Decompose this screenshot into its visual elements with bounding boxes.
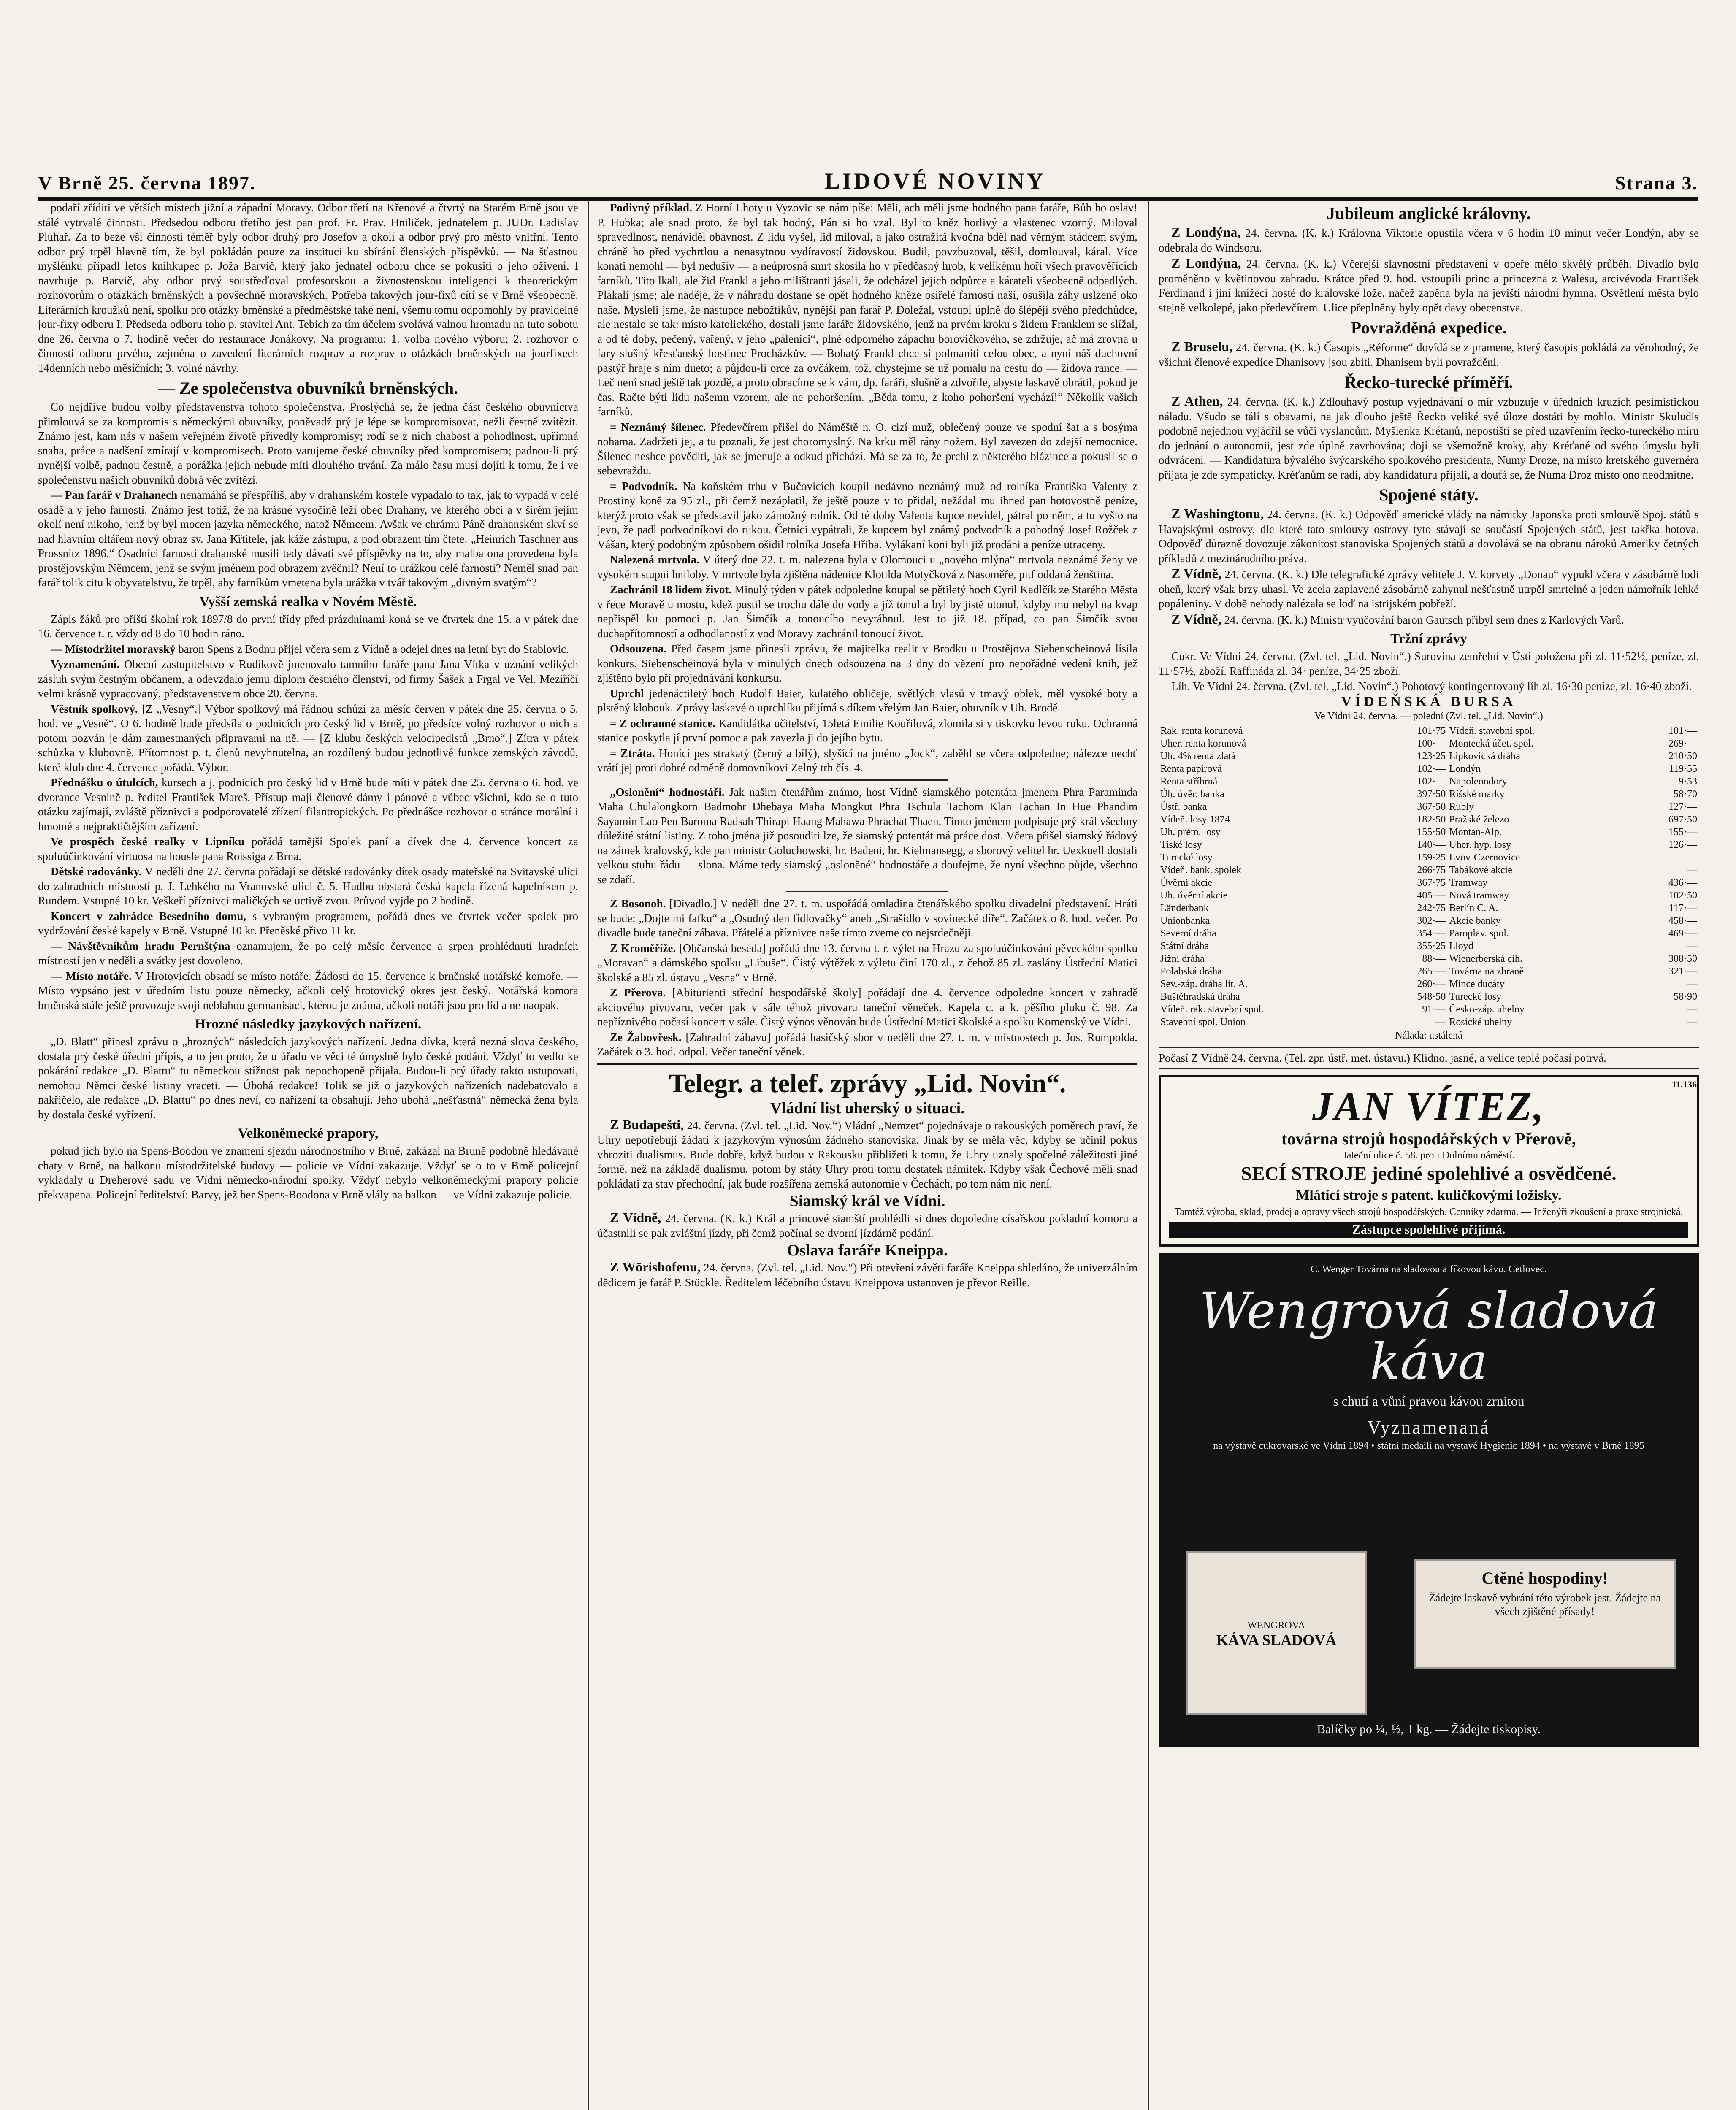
- bourse-value: 159·25: [1417, 852, 1446, 863]
- article-heading: Siamský král ve Vídni.: [789, 1192, 945, 1210]
- masthead-title: LIDOVÉ NOVINY: [824, 168, 1046, 194]
- article-lead: — Návštěvníkům hradu Pernštýna: [51, 939, 230, 952]
- article-body: V úterý dne 22. t. m. nalezena byla v Olomouci u „nového mlýna“ mrtvola neznámé ženy ve vysokém stupni hniloby. V mrtvole byla zjištěna nádenice Klotilda Motyčková z Nasoměře, pitf oddaná ženština.: [597, 553, 1137, 581]
- bourse-name: Uh. úvěrní akcie: [1160, 890, 1228, 901]
- article-text: [38, 939, 578, 968]
- article-text: [597, 686, 1137, 715]
- article-lead: Přednášku o útulcích,: [51, 776, 158, 789]
- bourse-name: Paroplav. spol.: [1449, 928, 1509, 939]
- article-text: [1159, 506, 1699, 565]
- article-text: [597, 985, 1137, 1029]
- bourse-name: Mince ducáty: [1449, 978, 1505, 990]
- bourse-name: Vídeň. losy 1874: [1160, 814, 1230, 825]
- article-body: Z Horní Lhoty u Vyzovic se nám píše: Měli, ach měli jsme hodného pana faráře, Bůh ho oslav! P. Hubka; ale snad proto, že byl tak hodný, Pán si ho vzal. Byl to kněz horlivý a vlastenec vzorný. Miloval spravedlnost, nenáviděl obavnost. Z lidu vyšel, lid miloval, a jako ostražitá kvočna bděl nad věrným stádcem svým, chráně ho před vychrtlou a nenasytnou vydíravostí židovskou. Budil, povzbuzoval, těšil, domlouval, káral. Více konati nemohl — byl nedušív — a neúprosná smrt skosila ho v předčasný hrob, k velikému hoři všech pravověřících farníků. Tito lkali, ale žid Frankl a jeho milištranti jásali, že odcházel jejich odpůrce a kárateli všeobecně odpadlých. Plakali jsme; ale naděje, že v náhradu dostane se opět hodného kněze osiřelé farnosti naší, osušila záhy uslzené oko naše. Mysleli jsme, že nástupce nebožtíkův, nynější pan farář P. Doležal, vstoupí úplně do šlépějí svého předchůdce, ale nestalo se tak: místo katolického, dostali jsme faráře židovského, jenž na prvém kroku s židem Franklem se slížal, a od té doby, pečený, vařený, v jeho „pálenici“, plné odporného zápachu borovičkového, se zdržuje, ač má zrovna u fary slušný křesťanský hostinec Procházkův. — Bohatý Frankl chce si polmaniti celou obec, a nyní náš duchovní pastýř hraje s ním dueto; a půjdou-li orce za ovčákem, tož, chystejme se už pomalu na cestu do — židova rance. — Leč není snad ještě tak pozdě, a proto obracíme se k vám, dp. faráři, slušně a zdvořile, abyste laskavě obrátil, pokud je čas. Račte býti lidu našemu vzorem, ale ne pohoršením. „Běda tomu, z koho pohoršení vychází!“ Několik vašich farníků.: [597, 201, 1137, 418]
- article-text: Zápis žáků pro příští školní rok 1897/8 do první třídy před prázdninami koná se ve čtvrtek dne 15. a v pátek dne 16. července t. r. vždy od 8 do 10 hodin ráno.: [38, 612, 578, 640]
- bourse-row: [1159, 737, 1699, 750]
- bourse-value: 58·90: [1674, 991, 1697, 1002]
- market-spirit: Líh. Ve Vídni 24. června. (Zvl. tel. „Lid. Novin“.) Pohotový kontingentovaný líh zl. 16·30 peníze, zl. 16·40 zboží.: [1171, 680, 1692, 693]
- bourse-row: [1159, 725, 1699, 737]
- bourse-name: Polabská dráha: [1160, 966, 1222, 977]
- article-text: [597, 641, 1137, 685]
- bourse-value: 127·—: [1668, 801, 1697, 812]
- column-divider: [588, 200, 589, 2110]
- article-body: 24. června. (K. k.) Časopis „Réforme“ dovídá se z pramene, který časopis pokládá za věrohodný, že všichni členové expedice Dhanisovy jsou zbiti. Dhanisem byli povražděni.: [1159, 341, 1699, 368]
- ad-number: 11.136: [1671, 1079, 1697, 1090]
- article-heading: Řecko-turecké příměří.: [1344, 373, 1513, 392]
- ad-awards: na výstavě cukrovarské ve Vídni 1894 • státní medailí na výstavě Hygienic 1894 • na výstavě v Brně 1895: [1213, 1440, 1644, 1451]
- article-body: 24. června. (K. k.) Ministr vyučování baron Gautsch přibyl sem dnes z Karlových Varů.: [1224, 613, 1624, 626]
- bourse-name: Jižní dráha: [1160, 953, 1205, 964]
- bourse-value: 88·—: [1422, 953, 1446, 964]
- bourse-value: 367·50: [1417, 801, 1446, 812]
- dateline: Z Vídně,: [610, 1210, 661, 1225]
- bourse-name: Vídeň. stavební spol.: [1449, 725, 1535, 736]
- bourse-row: [1159, 965, 1699, 978]
- column-3: [1159, 200, 1699, 2110]
- article-text: [1159, 256, 1699, 315]
- bourse-value: 548·50: [1417, 991, 1446, 1002]
- article-body: Na koňském trhu v Bučovicích koupil nedávno neznámý muž od rolníka Františka Valenty z Prostiny koně za 95 zl., při čemž nezáplatil, že ještě pouze v to přidal, nežádal mu ihned pan hotovostně peníze, kterýž proto však se představil jako zámožný rolník. Od té doby Valenta kupce nevidel, pátral po něm, a tu vyšlo na jevo, že padl podvodníkovi do rukou. Četníci vypátrali, že kupcem byl známý podvodník a pohodný Josef Rožček z Vášan, který podobným způsobem ošidil rolníka Josefa Hřiba. Vylákaní koni byli již prodáni a peníze utraceny.: [597, 479, 1137, 551]
- article-body: [Zahradní zábavu] pořádá hasičský sbor v neděli dne 27. t. m. v místnostech p. Jos. Rumpolda. Začátek o 3. hod. odpol. Večer taneční věnek.: [597, 1031, 1137, 1058]
- bourse-value: —: [1687, 1004, 1697, 1015]
- article-text: [597, 200, 1137, 419]
- bourse-value: 91·—: [1422, 1004, 1446, 1015]
- article-text: pokud jich bylo na Spens-Boodon ve znamení sjezdu národnostního v Brně, zakázal na Bruně podobně hledávané chaty v Brně, na balkonu místodržitelské budovy — policie ve Vídni zakazuje. Vždyť se o to v Brně policejní vykladaly u Dreherové sadu ve Vídni německo-národní spolky. Vždyť nebylo velkoněmeckými prapory policie překvapena. Policejní ředitelství: Barvy, jež ber Spens-Boodona v Brně vlály na balkon — ve Vídni zakazuje policie.: [38, 1144, 578, 1201]
- article-body: s vybraným programem, pořádá dnes ve čtvrtek večer spolek pro vydržování české kapely v Brně. Vstupné 10 kr. Přeněské přivo 11 kr.: [38, 909, 578, 937]
- article-lead: = Z ochranné stanice.: [610, 717, 715, 730]
- ad-callout: [1414, 1559, 1676, 1669]
- article-lead: Nalezená mrtvola.: [610, 553, 699, 566]
- article-lead: Věstník spolkový.: [51, 702, 138, 715]
- bourse-value: 102·50: [1668, 890, 1697, 901]
- article-text: [597, 1260, 1137, 1290]
- article-body: 24. června. (Zvl. tel. „Lid. Nov.“) Při otevření závěti faráře Kneippa shledáno, že univerzálním dědicem je farář P. Stückle. Ředitelem léčebního ústavu Kneippova ustanoven je převor Reille.: [597, 1261, 1137, 1289]
- bourse-value: 367·75: [1417, 877, 1446, 888]
- bourse-row: [1159, 978, 1699, 990]
- bourse-value: 100·—: [1417, 738, 1446, 749]
- bourse-value: 354·—: [1417, 928, 1446, 939]
- column-2: [597, 200, 1137, 2110]
- bourse-name: Akcie banky: [1449, 915, 1501, 926]
- bourse-name: Londýn: [1449, 763, 1481, 774]
- article-heading: — Ze společenstva obuvníků brněnských.: [158, 379, 458, 398]
- ad-line: továrna strojů hospodářských v Přerově,: [1281, 1129, 1576, 1148]
- article-lead: — Pan farář v Drahanech: [51, 489, 178, 501]
- article-lead: = Neznámý šílenec.: [610, 420, 706, 433]
- article-text: [1159, 394, 1699, 482]
- article-text: [38, 834, 578, 863]
- bourse-row: [1159, 826, 1699, 839]
- ad-product: SECÍ STROJE jediné spolehlivé a osvědčené.: [1241, 1162, 1617, 1184]
- bourse-value: 397·50: [1417, 788, 1446, 800]
- article-lead: — Místodržitel moravský: [51, 642, 176, 655]
- article-text: [38, 702, 578, 775]
- bourse-row: [1159, 940, 1699, 952]
- article-text: [597, 785, 1137, 887]
- article-body: Před časem jsme přinesli zprávu, že majitelka realit v Brodku u Prostějova Siebenscheinová lísila konkurs. Siebenscheinová byla v minulých dnech odsouzena na 3 dny do vězení pro nepořádné vedení knih, jež zjištěno bylo při projednávání konkursu.: [597, 642, 1137, 684]
- article-body: baron Spens z Bodnu přijel včera sem z Vídně a odejel dnes na letní byt do Stablovic.: [178, 642, 569, 655]
- bourse-value: —: [1687, 852, 1697, 863]
- bourse-name: Unionbanka: [1160, 915, 1210, 926]
- bourse-value: 260·—: [1417, 978, 1446, 990]
- article-body: 24. června. (K. k.) Král a princové siamští prohlédli si dnes dopoledne císařskou pokladní komoru a účastnili se pak zvláštní jízdy, při čemž počínal se dvorní jízdárně podání.: [597, 1212, 1137, 1239]
- article-lead: = Podvodník.: [610, 479, 677, 492]
- article-text: [38, 775, 578, 833]
- bourse-row: [1159, 876, 1699, 889]
- bourse-value: 697·50: [1668, 814, 1697, 825]
- bourse-value: 355·25: [1417, 940, 1446, 952]
- bourse-row: [1159, 990, 1699, 1003]
- bourse-value: 269·—: [1668, 738, 1697, 749]
- masthead: [38, 156, 1698, 201]
- article-text: [597, 746, 1137, 775]
- bourse-name: Uher. hyp. losy: [1449, 839, 1511, 850]
- bourse-subtitle: Ve Vídni 24. června. — polední (Zvl. tel. „Lid. Novin“.): [1314, 711, 1543, 722]
- article-lead: Podivný příklad.: [610, 201, 692, 214]
- article-body: Předevčírem přišel do Náměště n. O. cizí muž, oblečený pouze ve spodní šat a s bosýma nohama. Zadržeti jej, a tu poznali, že jest choromyslný. Na krku měl rány nožem. Byl zavezen do zdejší nemocnice. Šílenec neshce pověditi, jak se jmenuje a odkud přichází. Má se za to, že prchl z některého blázince a pokusil se o sebevraždu.: [597, 420, 1137, 477]
- bourse-name: Napoleondory: [1449, 776, 1507, 787]
- dateline: Z Vídně,: [1171, 566, 1221, 581]
- article-body: [Divadlo.] V neděli dne 27. t. m. uspořádá omladina čtenářského spolku divadelní představení. Hráti se bude: „Dojte mi fafku“ a „Osudný den fidlovačky“ aneb „Strašidlo v sovinecké díře“. Začátek o 8. hod. večer. Po divadle bude taneční zábava. Přátelé a příznivce naše tímto zveme co nejsrdečněji.: [597, 897, 1137, 939]
- bourse-value: 9·53: [1679, 776, 1697, 787]
- article-lead: Dětské radovánky.: [51, 865, 142, 878]
- article-text: „D. Blatt“ přinesl zprávu o „hrozných“ následcích jazykových nařízení. Jedna dívka, která nezná slova českého, dostala prý české úřední přípis, a to jen proto, že u úřadu ve věci té úmyslně bylo české podání. Vždyť to vedlo ke pokárání redakce „D. Blattu“ tu německou stížnost pak nepochopeně přijala. Budou-li prý úřady takto ustupovati, nemohou Němci české listiny vraceti. — Úbohá redakce! Tolik se již o jazykových nařízeních nadebatovalo a nakřičelo, ale redakce „D. Blattu“ po dnes neví, co nařízení ta obsahují. Jeho ubohá „nešťastná“ německá žena byla by dostala české vyřízení.: [38, 1035, 578, 1121]
- article-text: [597, 552, 1137, 582]
- article-text: [597, 941, 1137, 985]
- article-body: nenamáhá se přespříliš, aby v drahanském kostele vypadalo to tak, jak to vypadá v celé osadě a v jeho farnosti. Známo jest totiž, že na krásné vysočině leží obec Drahany, ve kterého obci a v širém jejím okolí není nikoho, jenž by byl mocen jazyka německého, natož Němcem. Avšak ve chrámu Páně drahanském skví se nad hlavním oltářem nový obraz sv. Jana Křtitele, jak káže zástupu, a pod obrazem tím čtete: „Heinrich Taschner aus Prossnitz 1896.“ Osadníci farnosti drahanské musili tedy dávati své příspěvky na to, aby malba ona provedena byla prostějovským Němcem, jenž se svým jménem pod obrazem zvěčnil? Není to urážkou celé farnosti? Neměl snad pan farář tolik citu k obyvatelstvu, že trpěl, aby farníkům vmetena byla urážka v tvář takovým „divným svatým“?: [38, 489, 578, 589]
- ad-details: Tamtéž výroba, sklad, prodej a opravy všech strojů hospodářských. Cenníky zdarma. — Inženýři zkoušení a praxe strojnická.: [1174, 1206, 1683, 1217]
- market-sugar: Cukr. Ve Vídni 24. června. (Zvl. tel. „Lid. Novin“.) Surovina zemřelní v Ústí položena při zl. 11·52½, penízе, zl. 11·57½, zboží. Raffináda zl. 34· peníze, 34·25 zboží.: [1159, 650, 1699, 677]
- bourse-name: Rosické uhelny: [1449, 1016, 1512, 1028]
- bourse-row: [1159, 851, 1699, 864]
- bourse-name: Rak. renta korunová: [1160, 725, 1243, 736]
- bourse-name: Länderbank: [1160, 902, 1209, 914]
- article-body: jedenáctiletý hoch Rudolf Baier, kulatého obličeje, světlých vlasů v tmavý oblek, měl vysoké boty a plstěný klobouk. Zprávy laskavé o uprchlíku přijímá s díkem vřelým Jan Baier, obuvník v Uh. Brodě.: [597, 687, 1137, 714]
- article-text: [38, 657, 578, 701]
- bourse-value: 117·—: [1668, 902, 1697, 914]
- masthead-page-number: Strana 3.: [1615, 172, 1698, 194]
- bourse-name: Vídeň. rak. stavební spol.: [1160, 1004, 1264, 1015]
- article-lead: = Ztráta.: [610, 747, 655, 760]
- column-divider: [1148, 200, 1149, 2110]
- ad-awarded: Vyznamenaná: [1367, 1417, 1490, 1438]
- bourse-row: [1159, 1003, 1699, 1016]
- article-lead: Zachránil 18 lidem život.: [610, 583, 732, 596]
- bourse-value: 210·50: [1668, 750, 1697, 762]
- bourse-name: Berlín C. A.: [1449, 902, 1498, 914]
- bourse-row: [1159, 889, 1699, 902]
- bourse-value: —: [1687, 864, 1697, 876]
- ad-address: Jateční ulice č. 58. proti Dolnímu náměstí.: [1343, 1150, 1515, 1161]
- ad-jan-vitez: [1159, 1075, 1699, 1247]
- section-separator: [786, 891, 948, 892]
- article-body: Jak našim čtenářům známo, host Vídně siamského potentáta jmenem Phra Paraminda Maha Chulalongkorn Badmohr Dhebaya Maha Mongkut Phra Tschula Tachom Klan Tachan In Hue Phandim Sayamin Lao Pen Baroma Radsah Thirapi Haang Mahawa Phrachat Thaen. Timto jménem podpisuje prý král všechny důležité státní listiny. Z toho jména již posouditi lze, že siamský potentát má práce dost. Včera přišel siamský řádový na zámek kralovský, kde pan ministr Goluchowski, hr. Badeni, hr. Kielmansegg, a sborový velitel hr. Uexkuell dostali velkou stuhu řádu — slona. Máme tedy siamský „osloněné“ hodnostáře a doufejme, že nyní všechno půjde, všechno se zdaří.: [597, 785, 1137, 886]
- bourse-name: Uher. renta korunová: [1160, 738, 1246, 749]
- bourse-row: [1159, 775, 1699, 788]
- bourse-value: 155·—: [1668, 826, 1697, 838]
- article-lead: Ze Žabovřesk.: [610, 1031, 682, 1044]
- ad-company-name: JAN VÍTEZ,: [1312, 1083, 1546, 1129]
- bourse-value: 102·—: [1417, 776, 1446, 787]
- article-heading: Spojené státy.: [1379, 485, 1479, 504]
- article-body: 24. června. (K. k.) Královna Viktorie opustila včera v 6 hodin 10 minut večer Londýn, aby se odebrala do Windsoru.: [1159, 227, 1699, 254]
- article-text: [597, 896, 1137, 940]
- article-text: Co nejdříve budou volby představenstva tohoto společenstva. Proslýchá se, že jedna část českého obuvnictva přimlouvá se za kompromis s německými obuvníky, poněvadž prý je lépe se kompromisovat, nežli čestně zvítězit. Známo jest, kam nás v našem veřejném životě přivedly kompromisy; rodí se z nich chabost a pohodlnost, upřímná snaha, práce a nadšení zmírají v kompromisech. Proto varujeme české obuvníky před kompromisem; padnou-li prý nynější volbě, padnou čestně, a porážka jejich nebude míti dlouhého trvání. Za málo času musí dojíti k tomu, že i ve společenstvu našich obuvníků dobrá věc zvítězí.: [38, 400, 578, 486]
- bourse-value: 155·50: [1417, 826, 1446, 838]
- article-body: [Z „Vesny“.] Výbor spolkový má řádnou schůzi za měsíc červen v pátek dne 25. června o 5. hod. ve „Vesně“. O 6. hodině bude předsíla o podnicích pro český lid v Brně, po předsíce volný rozhovor o nich a potom pozván je dám zamestnaných připravami na ně. — [Z klubu českých velocipedistů „Brno“.] Zítra v pátek schůzka v klubovně. Přítomnost p. t. členů nevyhnutelna, an rozdílený budou jednotlivé funkce zemských závodů, které klub dne 4. července pořádá. Výbor.: [38, 702, 578, 774]
- bourse-value: 58·70: [1674, 788, 1697, 800]
- masthead-date: V Brně 25. června 1897.: [38, 172, 256, 194]
- bourse-name: Turecké losy: [1449, 991, 1502, 1002]
- section-separator: [786, 779, 948, 781]
- article-body: 24. června. (K. k.) Odpověď americké vlády na námitky Japonska proti smlouvě Spoj. států s Havajskými ostrovy, dle které tato smlouvy ostrovy tyto stávají se součástí Spojených států, jest takřka hotova. Odpověď důrazně dovozuje zákonitost stanoviska Spojených států a dovolává se na obranu nároků Ameriky četných příkladů z mezinárodního práva.: [1159, 508, 1699, 565]
- bourse-row: [1159, 813, 1699, 826]
- article-body: Minulý týden v pátek odpoledne koupal se pětiletý hoch Cyril Kadlčík ze Starého Města v řece Moravě u mostu, kdež pustil se trochu dále do vody a jíž tonul a byl by jistě utonul, kdyby mu nebyl na kvap nepřispěl ku pomoci p. Jan Šimčík a tonoucího nevytáhnul. Jest to již 18. případ, co pan Šimčík svou duchapřítomností a odhodlaností z vod Moravy zachránil tonoucí život.: [597, 583, 1137, 640]
- article-text: [597, 479, 1137, 552]
- bourse-name: Montan-Alp.: [1449, 826, 1502, 838]
- bourse-title: VÍDEŇSKÁ BURSA: [1341, 693, 1517, 709]
- article-text: [1159, 225, 1699, 255]
- ad-footer: Balíčky po ¼, ½, 1 kg. — Žádejte tiskopisy.: [1317, 1722, 1541, 1736]
- bourse-value: 458·—: [1668, 915, 1697, 926]
- article-heading: Oslava faráře Kneippa.: [787, 1242, 948, 1259]
- bourse-row: [1159, 788, 1699, 801]
- bourse-name: Uh. prém. losy: [1160, 826, 1221, 838]
- bourse-name: Renta papírová: [1160, 763, 1222, 774]
- article-text: [1159, 566, 1699, 611]
- article-body: V Hrotovicích obsadí se místo notáře. Žádosti do 15. července k brněnské notářské komoře. — Místo vypsáno jest v úředním listu pouze německy, ačkoli celý hrotovický okres jest český. Notářská komora brněnská stále ještě provozuje svoji neblahou germanisaci, kterou je známa, ačkoli notáři jsou pro lid a ne naopak.: [38, 969, 578, 1012]
- article-text: [597, 1117, 1137, 1191]
- callout-body: Žádejte laskavě vybrání této výrobek jest. Žádejte na všech zjištěné přísady!: [1428, 1592, 1661, 1618]
- bourse-name: Česko-záp. uhelny: [1449, 1004, 1525, 1015]
- bourse-row: [1159, 914, 1699, 927]
- bourse-value: 101·—: [1668, 725, 1697, 736]
- bourse-name: Vídeň. bank. spolek: [1160, 864, 1241, 876]
- bourse-name: Lipkovická dráha: [1449, 750, 1520, 762]
- bourse-mood: Nálada: ustálená: [1395, 1030, 1462, 1041]
- bourse-row: [1159, 839, 1699, 851]
- article-body: Kandidátka učitelství, 15letá Emilie Kouřilová, zlomila si v tiskovku levou ruku. Ochranná stanice poskytla jí první pomoc a pak zavezla ji do jejího bytu.: [597, 717, 1137, 744]
- bourse-value: 119·55: [1668, 763, 1697, 774]
- bourse-row: [1159, 750, 1699, 763]
- bourse-table: [1159, 725, 1699, 1028]
- bourse-value: 182·50: [1417, 814, 1446, 825]
- article-text: [38, 864, 578, 908]
- article-body: 24. června. (K. k.) Zdlouhavý postup vyjednávání o mír vzbuzuje v úředních kruzích pesimistickou náladu. Všudo se tálí s obavami, na jak dlouho ještě Řecko veliké své úloze dostáti by mohlo. Ministr Skuludis podobně nejednou vyjádřil se vůči vyslancům. Myšlenka Krétanů, nepostiští se před uzavřením řecko-tureckého míru do jednání o autonomii, jest zde úplně zavrhována; dojí se všemožně kroky, aby Kréťané od svého úmyslu byli odvráceni. — Kandidatura bývalého švýcarského spolkového presidenta, Numy Droze, na místo kretského guvernéra přijata je zde sympaticky. Kréťanům se radí, aby kandidaturu přijali, a doufá se, že Numa Droz místo ono neodmítne.: [1159, 395, 1699, 481]
- bourse-name: Uh. 4% renta zlatá: [1160, 750, 1236, 762]
- article-text: [1159, 612, 1699, 628]
- telegram-section-title: Telegr. a telef. zprávy „Lid. Novin“.: [597, 1063, 1137, 1099]
- dateline: Z Budapešti,: [610, 1117, 684, 1132]
- bourse-value: —: [1687, 1016, 1697, 1028]
- article-text: [38, 642, 578, 657]
- article-heading: Velkoněmecké prapory,: [238, 1126, 379, 1141]
- article-lead: Z Kroměříže.: [610, 941, 676, 955]
- article-text: [597, 582, 1137, 641]
- dateline: Z Athen,: [1171, 393, 1223, 408]
- article-lead: — Místo notáře.: [51, 969, 132, 982]
- bourse-value: 266·75: [1417, 864, 1446, 876]
- article-text: [1159, 339, 1699, 369]
- dateline: Z Washingtonu,: [1171, 506, 1264, 521]
- article-text: podaří zříditi ve větších místech jižní a západní Moravy. Odbor třetí na Křenové a čtvrtý na Starém Brně jsou ve stálé vytrvalé činnosti. Předsedou odboru třetího jest pan prof. Fr. Prav. Hniliček, jednatelem p. JUDr. Ladislav Pluhař. Za to beze vší činnosti téměř byly odbor druhý pro Josefov a okolí a odbor prvý pro město vnitřní. Tento odbor prý trpěl hlavně tím, že byl pokládán pouze za instituci ku sbírání členských příspěvků. — Na šťastnou myšlénku připadl letos knihkupec p. Joža Barvič, který jako jednatel odboru chce se pokusiti o jeho oživení. I navrhuje p. Barvič, aby odbor prvý soustřeďoval profesorskou a živnostenskou inteligenci k theoretickým rozhovorům o otázkách brněnských a povšechně moravských. Potřeba takových jour-fixů cítí se v Brně všeobecně. Literárních kroužků není, spolku pro otázky brněnské a předměstské také není, všemu tomu odpomohly by pravidelné jour-fixy odboru I. Předseda odboru toho p. stavitel Ant. Tebich za tím účelem svolává valnou hromadu na tuto sobotu dne 26. června o 7. hodině večer do restaurace Jonákovy. Na programu: 1. volba nového výboru; 2. rozhovor o činnosti odboru prvého, zejména o zavedení literárních rozprav a rozprav o otázkách brněnských na jourfixech 14denních nebo měsíčních; 3. volné návrhy.: [38, 201, 578, 374]
- bourse-row: [1159, 1016, 1699, 1028]
- package-label-small: WENGROVA: [1247, 1620, 1305, 1631]
- bourse-name: Severní dráha: [1160, 928, 1216, 939]
- bourse-name: Lloyd: [1449, 940, 1473, 952]
- bourse-name: Továrna na zbraně: [1449, 966, 1524, 977]
- bourse-name: Pražské železo: [1449, 814, 1509, 825]
- bourse-value: 101·75: [1417, 725, 1446, 736]
- bourse-row: [1159, 864, 1699, 876]
- package-label-big: KÁVA SLADOVÁ: [1216, 1631, 1337, 1648]
- bourse-name: Rubly: [1449, 801, 1474, 812]
- bourse-name: Stavební spol. Union: [1160, 1016, 1246, 1028]
- article-body: kursech a j. podnicích pro český lid v Brně bude míti v pátek dne 25. června o 6. hod. ve dvorance Vesnině p. ředitel František Mareš. Přístup mají členové dámy i pánové a vůbec všichni, kdo se o tuto otázku zajímají, zvláště příznivci a podporovatelé zřízení filantropických. Po přednášce rozhovor o stránce morální i hmotné a nejpraktičtějším zařízení.: [38, 776, 578, 833]
- article-body: pořádá tamější Spolek paní a dívek dne 4. července koncert za spoluúčinkování virtuosa na housle pana Roissiga z Brna.: [38, 835, 578, 863]
- article-lead: Z Přerova.: [610, 986, 666, 999]
- article-heading: Vládní list uherský o situaci.: [770, 1099, 965, 1117]
- ad-tagline: s chutí a vůní pravou kávou zrnitou: [1333, 1393, 1525, 1409]
- bourse-value: —: [1435, 1016, 1446, 1028]
- ad-wenger-coffee: [1159, 1253, 1699, 1747]
- bourse-value: 436·—: [1668, 877, 1697, 888]
- bourse-name: Tabákové akcie: [1449, 864, 1512, 876]
- bourse-name: Renta stříbrná: [1160, 776, 1218, 787]
- article-lead: Odsouzena.: [610, 642, 667, 655]
- bourse-value: 405·—: [1417, 890, 1446, 901]
- bourse-value: 302·—: [1417, 915, 1446, 926]
- bourse-name: Lvov-Czernovice: [1449, 852, 1520, 863]
- article-heading: Hrozné následky jazykových nařízení.: [195, 1017, 422, 1032]
- article-body: oznamujem, že po celý měsíc červenec a srpen prohlédnutí hradních místností jen v neděli a svátky jest dovoleno.: [38, 939, 578, 967]
- bourse-row: [1159, 902, 1699, 914]
- dateline: Z Londýna,: [1171, 255, 1241, 271]
- bourse-value: 242·75: [1417, 902, 1446, 914]
- bourse-value: 469·—: [1668, 928, 1697, 939]
- callout-title: Ctěné hospodiny!: [1481, 1569, 1608, 1588]
- article-heading: Jubileum anglické královny.: [1327, 204, 1531, 223]
- weather-report: Počasí Z Vídně 24. června. (Tel. zpr. ústř. met. ústavu.) Klidno, jasné, a velice teplé počasí potrvá.: [1159, 1047, 1699, 1069]
- bourse-value: 321·—: [1668, 966, 1697, 977]
- bourse-value: 308·50: [1668, 953, 1697, 964]
- bourse-name: Ústř. banka: [1160, 801, 1207, 812]
- article-text: [38, 488, 578, 590]
- bourse-name: Tiské losy: [1160, 839, 1202, 850]
- dateline: Z Wörishofenu,: [610, 1259, 701, 1274]
- coffee-package-icon: [1186, 1551, 1367, 1715]
- bourse-name: Wienerberská cih.: [1449, 953, 1522, 964]
- market-heading: Tržní zprávy: [1390, 631, 1467, 647]
- bourse-name: Úvěrní akcie: [1160, 877, 1213, 888]
- ad-product-secondary: Mlátící stroje s patent. kuličkovými ložisky.: [1296, 1187, 1562, 1203]
- bourse-value: 265·—: [1417, 966, 1446, 977]
- bourse-name: Tramway: [1449, 877, 1488, 888]
- bourse-name: Buštěhradská dráha: [1160, 991, 1240, 1002]
- article-lead: Vyznamenání.: [51, 658, 120, 671]
- bourse-value: 102·—: [1417, 763, 1446, 774]
- bourse-name: Turecké losy: [1160, 852, 1213, 863]
- article-lead: „Oslonění“ hodnostáři.: [610, 785, 725, 798]
- bourse-row: [1159, 763, 1699, 775]
- bourse-value: —: [1687, 978, 1697, 990]
- article-heading: Povražděná expedice.: [1351, 318, 1507, 337]
- article-body: 24. června. (K. k.) Dle telegrafické zprávy velitele J. V. korvety „Donau“ vypukl včera v zásobárně lodi oheň, který však brzy uhasl. Ve zcela zaplavené zásobárně zahynul nešťastně utrpěl smrtelné a jeden námořník lehké popáleniny. V době nehody nalézala se loď na istrijském pobřeží.: [1159, 568, 1699, 610]
- bourse-row: [1159, 927, 1699, 940]
- bourse-row: [1159, 952, 1699, 965]
- article-body: Honící pes strakatý (černý a bílý), slyšící na jméno „Jock“, zaběhl se včera odpoledne; nálezce nechť vrátí jej proti dobré odměně domovníkovi Zelný trh čís. 4.: [597, 747, 1137, 774]
- article-body: 24. června. (K. k.) Včerejší slavnostní představení v opeře mělo skvělý průběh. Divadlo bylo proměněno v květinovou zahradu. Krátce před 9. hod. vstoupili princ a princezna z Walesu, arcivévoda František Ferdinand i jiní knížecí hosté do královské lože, načež zapěna byla na jevišti národní hymna. Osvětlení města bylo stejně velkolepé, jako předevčírem. Ulice přeplněny byly opět davy obecenstva.: [1159, 257, 1699, 314]
- bourse-row: [1159, 801, 1699, 813]
- article-body: Obecní zastupitelstvo v Rudíkově jmenovalo tamního faráře pana Jana Vítka v uznání velikých zásluh svým čestným občanem, a odevzdalo jemu diplom čestného členství, od firmy Šašek a Frgal ve Vel. Meziříčí velmi krásně vypracovaný, představenstvem obce 20. června.: [38, 658, 578, 700]
- article-text: [38, 969, 578, 1013]
- article-body: V neděli dne 27. června pořádají se dětské radovánky dítek osady mateřské na Svitavské ulici do zahradních místností p. J. Lehkého na Vranovské ulici č. 5. Hudbu obstará česká kapela řízená kapelníkem p. Rundem. Vstupné 10 kr. Veškeří příznivci maličkých se uctivě zvou. Průvod vyjde po 2 hodině.: [38, 865, 578, 907]
- article-heading: Vyšší zemská realka v Novém Městě.: [199, 594, 417, 609]
- bourse-name: Montecká účet. spol.: [1449, 738, 1534, 749]
- dateline: Z Londýna,: [1171, 225, 1241, 240]
- dateline: Z Vídně,: [1171, 611, 1221, 627]
- article-text: [597, 1210, 1137, 1240]
- article-body: [Občanská beseda] pořádá dne 13. června t. r. výlet na Hrazu za spoluúčinkování pěveckého spolku „Moravan“ a dámského spolku „Libuše“. Čistý výtěžek z výletu činí 170 zl., z čehož 85 zl. zaslány Ústřední Matici školské a 85 zl. ústavu „Vesna“ v Brně.: [597, 941, 1137, 984]
- article-body: 24. června. (Zvl. tel. „Lid. Nov.“) Vládní „Nemzet“ pojednávaje o rakouských poměrech praví, že Uhry nepotřebují žádati k jazykovým výnosům žádného stanoviska. Jinak by se měla věc, kdyby se učinil pokus vhroziti dualismus. Bude dobře, když budou v Rakousku přibližeti k tomu, že Uhry uznaly spočelné záležitosti jiné formě, než na základě dualismu, potom by státy Uhry proti tomu dostatek námitek. Kdyby však Čechové měli snad pokládati za stav přechodní, jak bude rozšířena zemská autonomie v Čechách, po tom nám nic není.: [597, 1119, 1137, 1190]
- bourse-value: 140·—: [1417, 839, 1446, 850]
- article-lead: Ve prospěch české realky v Lipníku: [51, 835, 245, 848]
- article-lead: Uprchl: [610, 687, 644, 700]
- article-body: [Abiturienti střední hospodářské školy] pořádají dne 4. července odpoledne koncert v zahradě akciového pivovaru, večer pak v sále téhož pivovaru taneční věneček. Kapela c. a k. pěšího pluku č. 98. Za nepříznivého počasí koncert v sále. Čistý výnos věnován bude Ústřední Matici školské a spolku Komenský ve Vídni.: [597, 986, 1137, 1028]
- article-text: [597, 716, 1137, 745]
- bourse-value: —: [1687, 940, 1697, 952]
- dateline: Z Bruselu,: [1171, 339, 1233, 354]
- bourse-name: Ríšské marky: [1449, 788, 1505, 800]
- bourse-value: 126·—: [1668, 839, 1697, 850]
- article-text: [597, 1030, 1137, 1059]
- article-lead: Koncert v zahrádce Besedního domu,: [51, 909, 246, 922]
- bourse-name: Sev.-záp. dráha lit. A.: [1160, 978, 1248, 990]
- article-lead: Z Bosonoh.: [610, 897, 666, 910]
- article-text: [38, 909, 578, 938]
- article-text: [597, 420, 1137, 478]
- ad-brand: Wengrová sladová káva: [1199, 1281, 1658, 1390]
- ad-band: Zástupce spolehlivé přijímá.: [1169, 1222, 1688, 1238]
- ad-maker: C. Wenger Továrna na sladovou a fíkovou kávu. Cetlovec.: [1310, 1264, 1547, 1275]
- bourse-name: Nová tramway: [1449, 890, 1509, 901]
- bourse-value: 123·25: [1417, 750, 1446, 762]
- column-1: [38, 200, 578, 2110]
- bourse-name: Úh. úvěr. banka: [1160, 788, 1224, 800]
- bourse-name: Státní dráha: [1160, 940, 1209, 952]
